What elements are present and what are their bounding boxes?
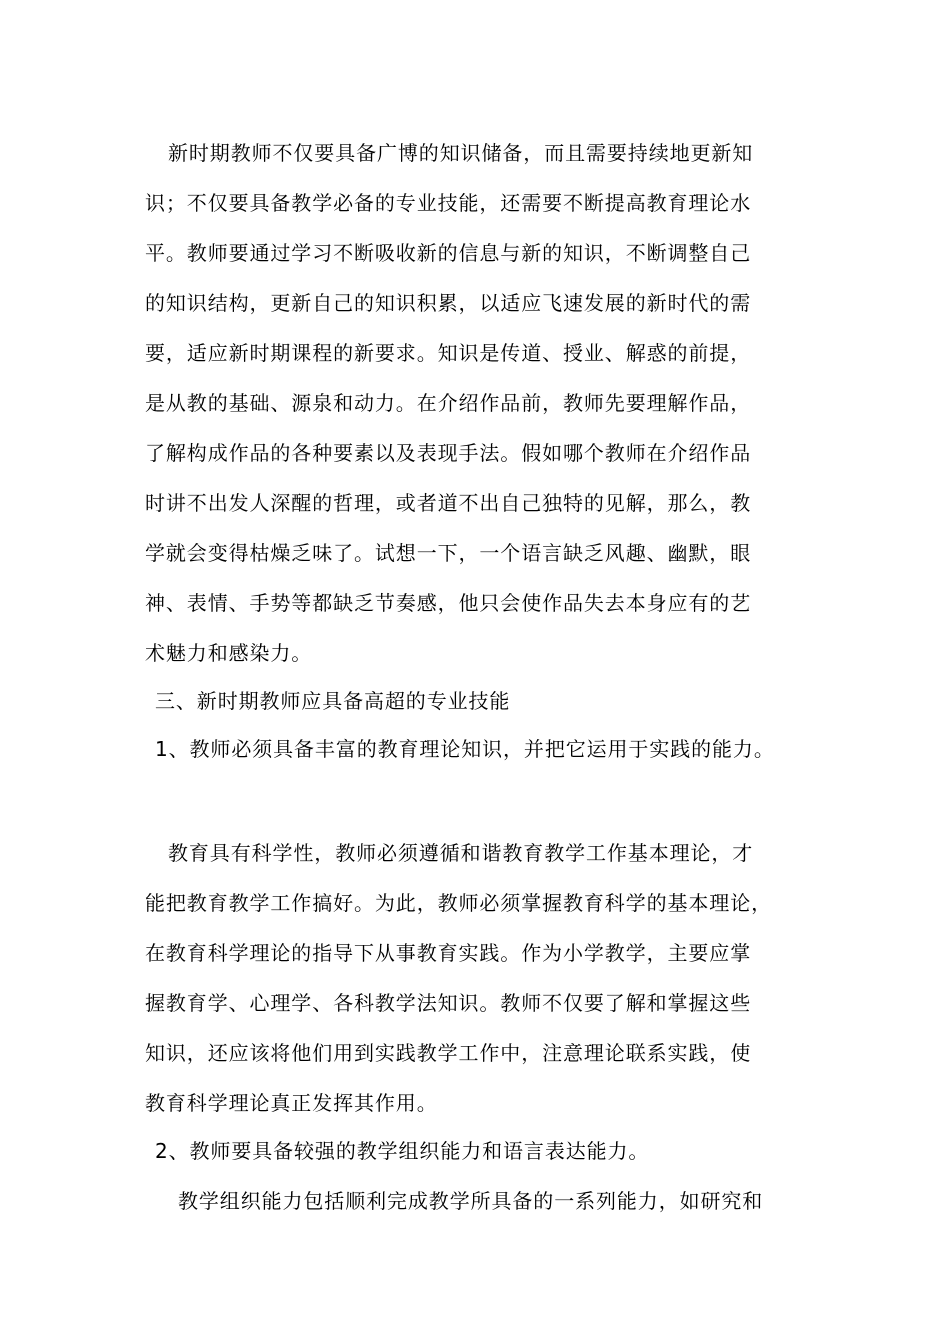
paragraph-2-line-2: 能把教育教学工作搞好。为此，教师必须掌握教育科学的基本理论，	[145, 891, 772, 915]
paragraph-2-line-1: 教育具有科学性，教师必须遵循和谐教育教学工作基本理论，才	[168, 841, 754, 865]
paragraph-1-line-8: 时讲不出发人深醒的哲理，或者道不出自己独特的见解，那么，教	[145, 491, 752, 515]
paragraph-3-line-1: 教学组织能力包括顺利完成教学所具备的一系列能力，如研究和	[178, 1189, 764, 1213]
paragraph-1-line-2: 识；不仅要具备教学必备的专业技能，还需要不断提高教育理论水	[145, 191, 752, 215]
paragraph-2-line-5: 知识，还应该将他们用到实践教学工作中，注意理论联系实践，使	[145, 1041, 752, 1065]
paragraph-1-line-7: 了解构成作品的各种要素以及表现手法。假如哪个教师在介绍作品	[145, 441, 752, 465]
paragraph-2-line-6: 教育科学理论真正发挥其作用。	[145, 1091, 438, 1115]
list-item-1: 1、教师必须具备丰富的教育理论知识，并把它运用于实践的能力。	[155, 737, 775, 761]
list-item-2: 2、教师要具备较强的教学组织能力和语言表达能力。	[155, 1139, 650, 1163]
paragraph-1-line-1: 新时期教师不仅要具备广博的知识储备，而且需要持续地更新知	[168, 141, 754, 165]
paragraph-1-line-4: 的知识结构，更新自己的知识积累，以适应飞速发展的新时代的需	[145, 291, 752, 315]
paragraph-1-line-9: 学就会变得枯燥乏味了。试想一下，一个语言缺乏风趣、幽默，眼	[145, 541, 752, 565]
paragraph-1-line-6: 是从教的基础、源泉和动力。在介绍作品前，教师先要理解作品，	[145, 391, 752, 415]
paragraph-1-line-11: 术魅力和感染力。	[145, 641, 313, 665]
paragraph-1-line-10: 神、表情、手势等都缺乏节奏感，他只会使作品失去本身应有的艺	[145, 591, 752, 615]
paragraph-2-line-4: 握教育学、心理学、各科教学法知识。教师不仅要了解和掌握这些	[145, 991, 752, 1015]
paragraph-1-line-5: 要，适应新时期课程的新要求。知识是传道、授业、解惑的前提，	[145, 341, 752, 365]
paragraph-1-line-3: 平。教师要通过学习不断吸收新的信息与新的知识，不断调整自己	[145, 241, 752, 265]
paragraph-2-line-3: 在教育科学理论的指导下从事教育实践。作为小学教学，主要应掌	[145, 941, 752, 965]
section-heading: 三、新时期教师应具备高超的专业技能	[155, 689, 511, 713]
